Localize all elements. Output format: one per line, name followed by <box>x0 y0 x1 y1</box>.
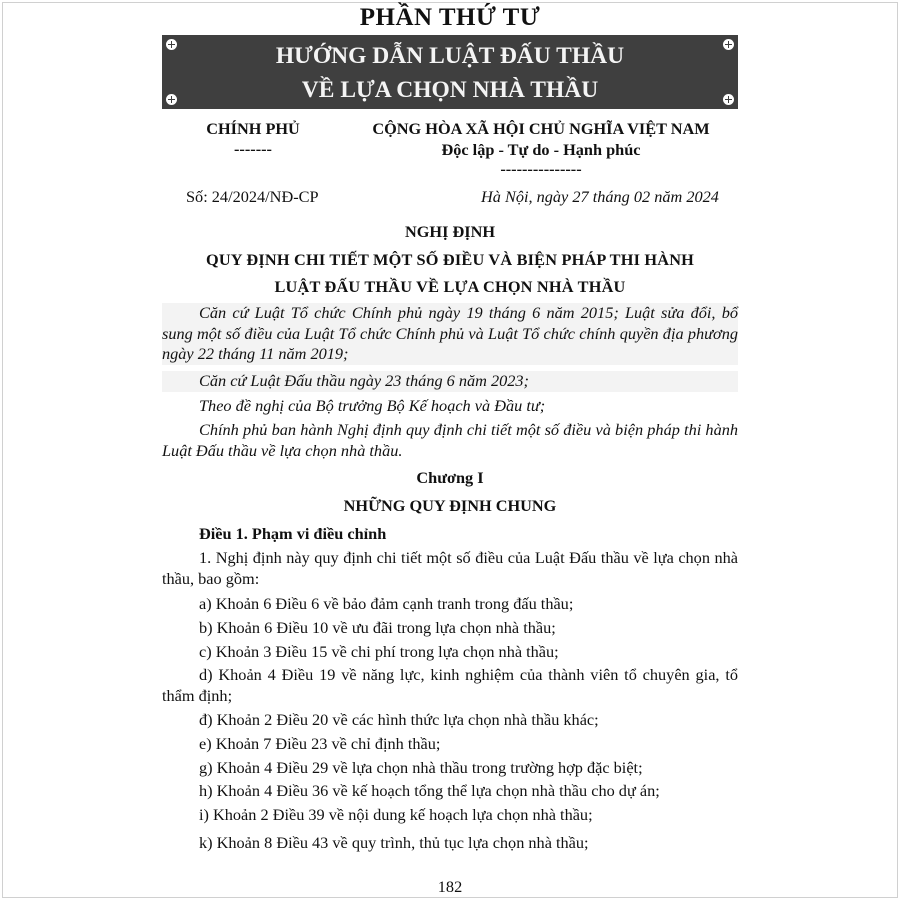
banner-line-1: HƯỚNG DẪN LUẬT ĐẤU THẦU <box>275 43 625 69</box>
list-item: b) Khoản 6 Điều 10 về ưu đãi trong lựa chọn nhà thầu; <box>199 618 556 637</box>
list-item: c) Khoản 3 Điều 15 về chi phí trong lựa chọn nhà thầu; <box>199 642 559 661</box>
list-item: i) Khoản 2 Điều 39 về nội dung kế hoạch lựa chọn nhà thầu; <box>199 805 593 824</box>
chapter-title: NHỮNG QUY ĐỊNH CHUNG <box>343 496 557 515</box>
page-number: 182 <box>437 877 463 896</box>
part-title: PHẦN THỨ TƯ <box>359 4 541 31</box>
decree-title-line-1: QUY ĐỊNH CHI TIẾT MỘT SỐ ĐIỀU VÀ BIỆN PHÁP THI HÀNH <box>205 250 695 269</box>
place-date: Hà Nội, ngày 27 tháng 02 năm 2024 <box>481 187 719 206</box>
banner-line-2: VỀ LỰA CHỌN NHÀ THẦU <box>301 77 599 103</box>
list-item: d) Khoản 4 Điều 19 về năng lực, kinh nghiệm của thành viên tổ chuyên gia, tổ thẩm định; <box>162 665 738 705</box>
document-number: Số: 24/2024/NĐ-CP <box>186 187 319 206</box>
preamble-paragraph: Căn cứ Luật Đấu thầu ngày 23 tháng 6 năm 2023; <box>162 371 738 392</box>
document-type: NGHỊ ĐỊNH <box>404 222 495 241</box>
agency-rule: ------- <box>234 139 272 158</box>
preamble-paragraph: Theo đề nghị của Bộ trưởng Bộ Kế hoạch và Đầu tư; <box>199 396 546 415</box>
article-heading: Điều 1. Phạm vi điều chỉnh <box>199 524 387 543</box>
preamble-paragraph: Căn cứ Luật Tổ chức Chính phủ ngày 19 tháng 6 năm 2015; Luật sửa đổi, bổ sung một số điều của Luật Tổ chức Chính phủ và Luật Tổ chức chính quyền địa phương ngày 22 tháng 11 năm 2019; <box>162 303 738 363</box>
list-item: g) Khoản 4 Điều 29 về lựa chọn nhà thầu trong trường hợp đặc biệt; <box>199 758 643 777</box>
republic-name: CỘNG HÒA XÃ HỘI CHỦ NGHĨA VIỆT NAM <box>372 119 710 138</box>
national-motto: Độc lập - Tự do - Hạnh phúc <box>441 140 641 159</box>
section-banner <box>162 35 738 109</box>
article-clause: 1. Nghị định này quy định chi tiết một số điều của Luật Đấu thầu về lựa chọn nhà thầu, bao gồm: <box>162 548 738 588</box>
issuing-agency: CHÍNH PHỦ <box>206 119 300 138</box>
list-item: h) Khoản 4 Điều 36 về kế hoạch tổng thể lựa chọn nhà thầu cho dự án; <box>199 781 660 800</box>
preamble-paragraph: Chính phủ ban hành Nghị định quy định chi tiết một số điều và biện pháp thi hành Luật Đấu thầu về lựa chọn nhà thầu. <box>162 420 738 460</box>
motto-rule: --------------- <box>500 159 582 178</box>
list-item: a) Khoản 6 Điều 6 về bảo đảm cạnh tranh trong đấu thầu; <box>199 594 574 613</box>
list-item: k) Khoản 8 Điều 43 về quy trình, thủ tục lựa chọn nhà thầu; <box>199 833 589 852</box>
decree-title-line-2: LUẬT ĐẤU THẦU VỀ LỰA CHỌN NHÀ THẦU <box>274 277 626 296</box>
chapter-number: Chương I <box>416 468 484 487</box>
list-item: đ) Khoản 2 Điều 20 về các hình thức lựa chọn nhà thầu khác; <box>199 710 599 729</box>
list-item: e) Khoản 7 Điều 23 về chỉ định thầu; <box>199 734 441 753</box>
